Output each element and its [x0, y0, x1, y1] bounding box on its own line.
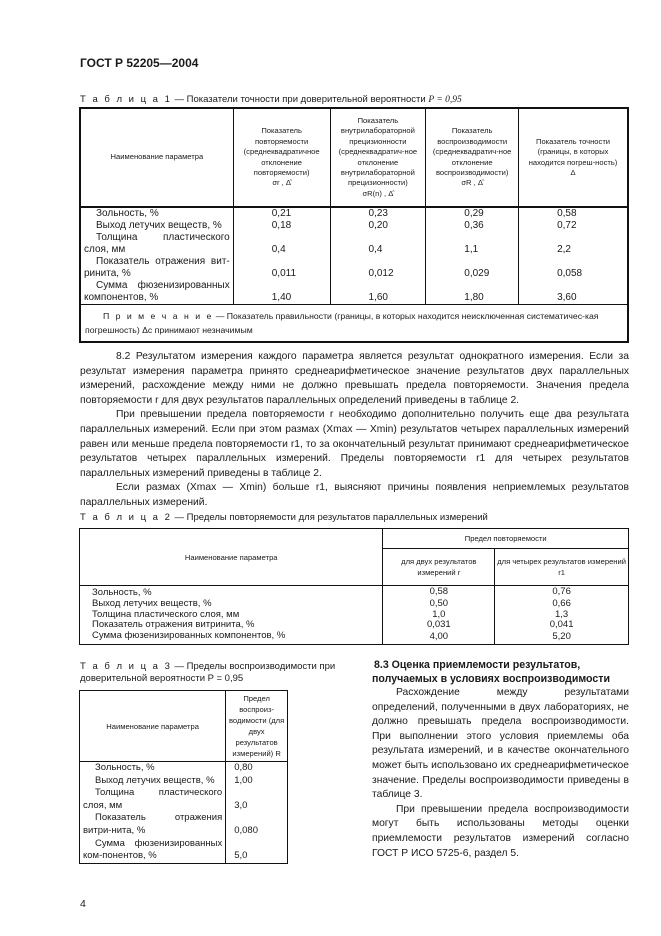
table-row — [80, 762, 288, 775]
table-row — [80, 838, 288, 864]
table-cell: Сумма фюзенизированных ком-понентов, % — [80, 838, 226, 864]
table-cell: 1,00 — [226, 775, 288, 788]
table-cell: 3,0 — [226, 787, 288, 812]
table-row — [80, 220, 628, 232]
table-cell: 0,058 — [519, 256, 628, 280]
table-cell: 0,58 — [383, 586, 495, 599]
section-8-3 — [372, 658, 629, 861]
table-cell: 0,80 — [226, 762, 288, 775]
table3-caption: Т а б л и ц а 3 — Пределы воспроизводимости при доверительной вероятности P = 0,95 — [80, 661, 336, 684]
table-cell: Толщина пластического слоя, мм — [80, 787, 226, 812]
table-row — [80, 775, 288, 788]
table3-header-name: Наименование параметра — [80, 691, 226, 762]
table-cell: 5,0 — [226, 838, 288, 864]
table3-header-value: Предел воспроиз-водимости (для двух результатов измерений) R — [226, 691, 288, 762]
table1-note — [80, 305, 628, 343]
page-number: 4 — [80, 898, 86, 910]
table-cell: Зольность, % — [80, 586, 383, 599]
table-cell: Показатель отражения витри-нита, % — [80, 812, 226, 837]
table-cell: Толщина пластического слоя, мм — [80, 232, 233, 256]
table-cell: 2,2 — [519, 232, 628, 256]
table-cell: Зольность, % — [80, 207, 233, 220]
table-cell: 0,66 — [495, 599, 629, 610]
table-row — [80, 812, 288, 837]
table-cell: 0,011 — [233, 256, 330, 280]
table-row — [80, 631, 629, 644]
table-cell: 0,76 — [495, 586, 629, 599]
table-cell: 0,58 — [519, 207, 628, 220]
paragraph: Расхождение между результатами определений, полученными в двух лабораториях, не должно превышать предела воспроизводимости. При выполнении этого условия приемлемы оба результата измерений, и в качестве окончательного может быть использовано их среднеарифметическое значение. Пределы воспроизводимости приведены в таблице 3. — [372, 687, 629, 801]
table1-header-repeatability: Показатель повторяемости (среднеквадратичное отклонение повторяемости) σr , Δ̂ — [233, 108, 330, 207]
table-cell: 0,50 — [383, 599, 495, 610]
table2-caption: Т а б л и ц а 2 — Пределы повторяемости для результатов параллельных измерений — [80, 512, 488, 523]
table-cell: 0,23 — [330, 207, 426, 220]
table2 — [79, 528, 629, 645]
section-title: 8.3 Оценка приемлемости результатов, получаемых в условиях воспроизводимости — [372, 659, 610, 685]
table-cell: 0,012 — [330, 256, 426, 280]
caption-prefix: Т а б л и ц а 1 — [80, 94, 172, 105]
table-cell: Выход летучих веществ, % — [80, 220, 233, 232]
table-cell: 5,20 — [495, 631, 629, 644]
table-cell: 1,1 — [426, 232, 519, 256]
table-cell: Сумма фюзенизированных компонентов, % — [80, 280, 233, 305]
table-cell: Выход летучих веществ, % — [80, 599, 383, 610]
table-cell: 3,60 — [519, 280, 628, 305]
table-cell: 1,60 — [330, 280, 426, 305]
table-cell: Сумма фюзенизированных компонентов, % — [80, 631, 383, 644]
table2-header-name: Наименование параметра — [80, 529, 383, 586]
paragraph: При превышении предела повторяемости r необходимо дополнительно получить еще два результата параллельных измерений. Если при этом размах (Xmax — Xmin) результатов четырех параллельных измерений равен или меньше предела повторяемости r1, то за окончательный результат принимают среднеарифметическое результатов четырех параллельных измерений. Пределы повторяемости r1 для четырех результатов параллельных измерений приведены в таблице 2. — [80, 409, 629, 479]
table-cell: 1,80 — [426, 280, 519, 305]
table-cell: 0,4 — [233, 232, 330, 256]
table-row — [80, 280, 628, 305]
table-row — [80, 599, 629, 610]
table-cell: 0,20 — [330, 220, 426, 232]
caption-text: — Показатели точности при доверительной вероятности — [171, 94, 429, 105]
table-cell: 0,080 — [226, 812, 288, 837]
table-cell: Показатель отражения витринита, % — [80, 620, 383, 631]
table-cell: Выход летучих веществ, % — [80, 775, 226, 788]
table-row — [80, 787, 288, 812]
table2-header-group: Предел повторяемости — [383, 529, 629, 549]
paragraph: При превышении предела воспроизводимости могут быть использованы методы оценки приемлемости результатов измерений согласно ГОСТ Р ИСО 5725-6, раздел 5. — [372, 803, 629, 859]
table-cell: 0,21 — [233, 207, 330, 220]
table-cell: П р и м е ч а н и е — Показатель правильности (границы, в которых находится неисключенная систематичес-кая погрешность) Δc принимают незначимым — [80, 305, 628, 343]
table-cell: Показатель отражения вит-ринита, % — [80, 256, 233, 280]
table-cell: 1,3 — [495, 610, 629, 621]
table-cell — [80, 529, 629, 549]
table-row — [80, 207, 628, 220]
table-row — [80, 586, 629, 599]
table1-header-reproducibility: Показатель воспроизводимости (среднеквадратич-ное отклонение воспроизводимости) σR , Δ̂ — [426, 108, 519, 207]
table-cell: 0,029 — [426, 256, 519, 280]
table-cell: 1,40 — [233, 280, 330, 305]
table-cell — [80, 108, 628, 207]
table-cell: 4,00 — [383, 631, 495, 644]
table-cell: Зольность, % — [80, 762, 226, 775]
section-8-2 — [80, 350, 629, 511]
table-cell: 0,36 — [426, 220, 519, 232]
document-header: ГОСТ Р 52205—2004 — [80, 56, 199, 70]
table2-header-four: для четырех результатов измерений r1 — [495, 549, 629, 586]
paragraph: Если размах (Xmax — Xmin) больше r1, выясняют причины появления неприемлемых результатов параллельных измерений. — [80, 482, 629, 508]
table-cell: 0,29 — [426, 207, 519, 220]
table-cell — [80, 691, 288, 762]
table1-caption — [80, 94, 462, 105]
table3 — [79, 690, 288, 864]
table2-header-two: для двух результатов измерений r — [383, 549, 495, 586]
table-cell: Толщина пластического слоя, мм — [80, 610, 383, 621]
table-cell: 0,031 — [383, 620, 495, 631]
caption-formula: P = 0,95 — [428, 95, 462, 105]
paragraph: 8.2 Результатом измерения каждого параметра является результат однократного измерения. Если за результат измерения параметра принято среднеарифметическое значение результатов двух параллельных измерений, расхождение между ними не должно превышать предела повторяемости. Значения предела повторяемости r для двух результатов параллельных определений приведены в таблице 2. — [80, 351, 629, 406]
table-cell: 0,4 — [330, 232, 426, 256]
table-cell: 1,0 — [383, 610, 495, 621]
table1-header-precision: Показатель внутрилабораторной прецизионности (среднеквадратич-ное отклонение внутрилабораторной прецизионности) σR(n) , Δ̂ — [330, 108, 426, 207]
table-cell: 0,041 — [495, 620, 629, 631]
table1-header-name: Наименование параметра — [80, 108, 233, 207]
table-row — [80, 232, 628, 256]
table-row — [80, 256, 628, 280]
table1 — [79, 107, 629, 343]
table1-header-accuracy: Показатель точности (границы, в которых находится погреш-ность) Δ — [519, 108, 628, 207]
table-cell: 0,72 — [519, 220, 628, 232]
table-cell: 0,18 — [233, 220, 330, 232]
